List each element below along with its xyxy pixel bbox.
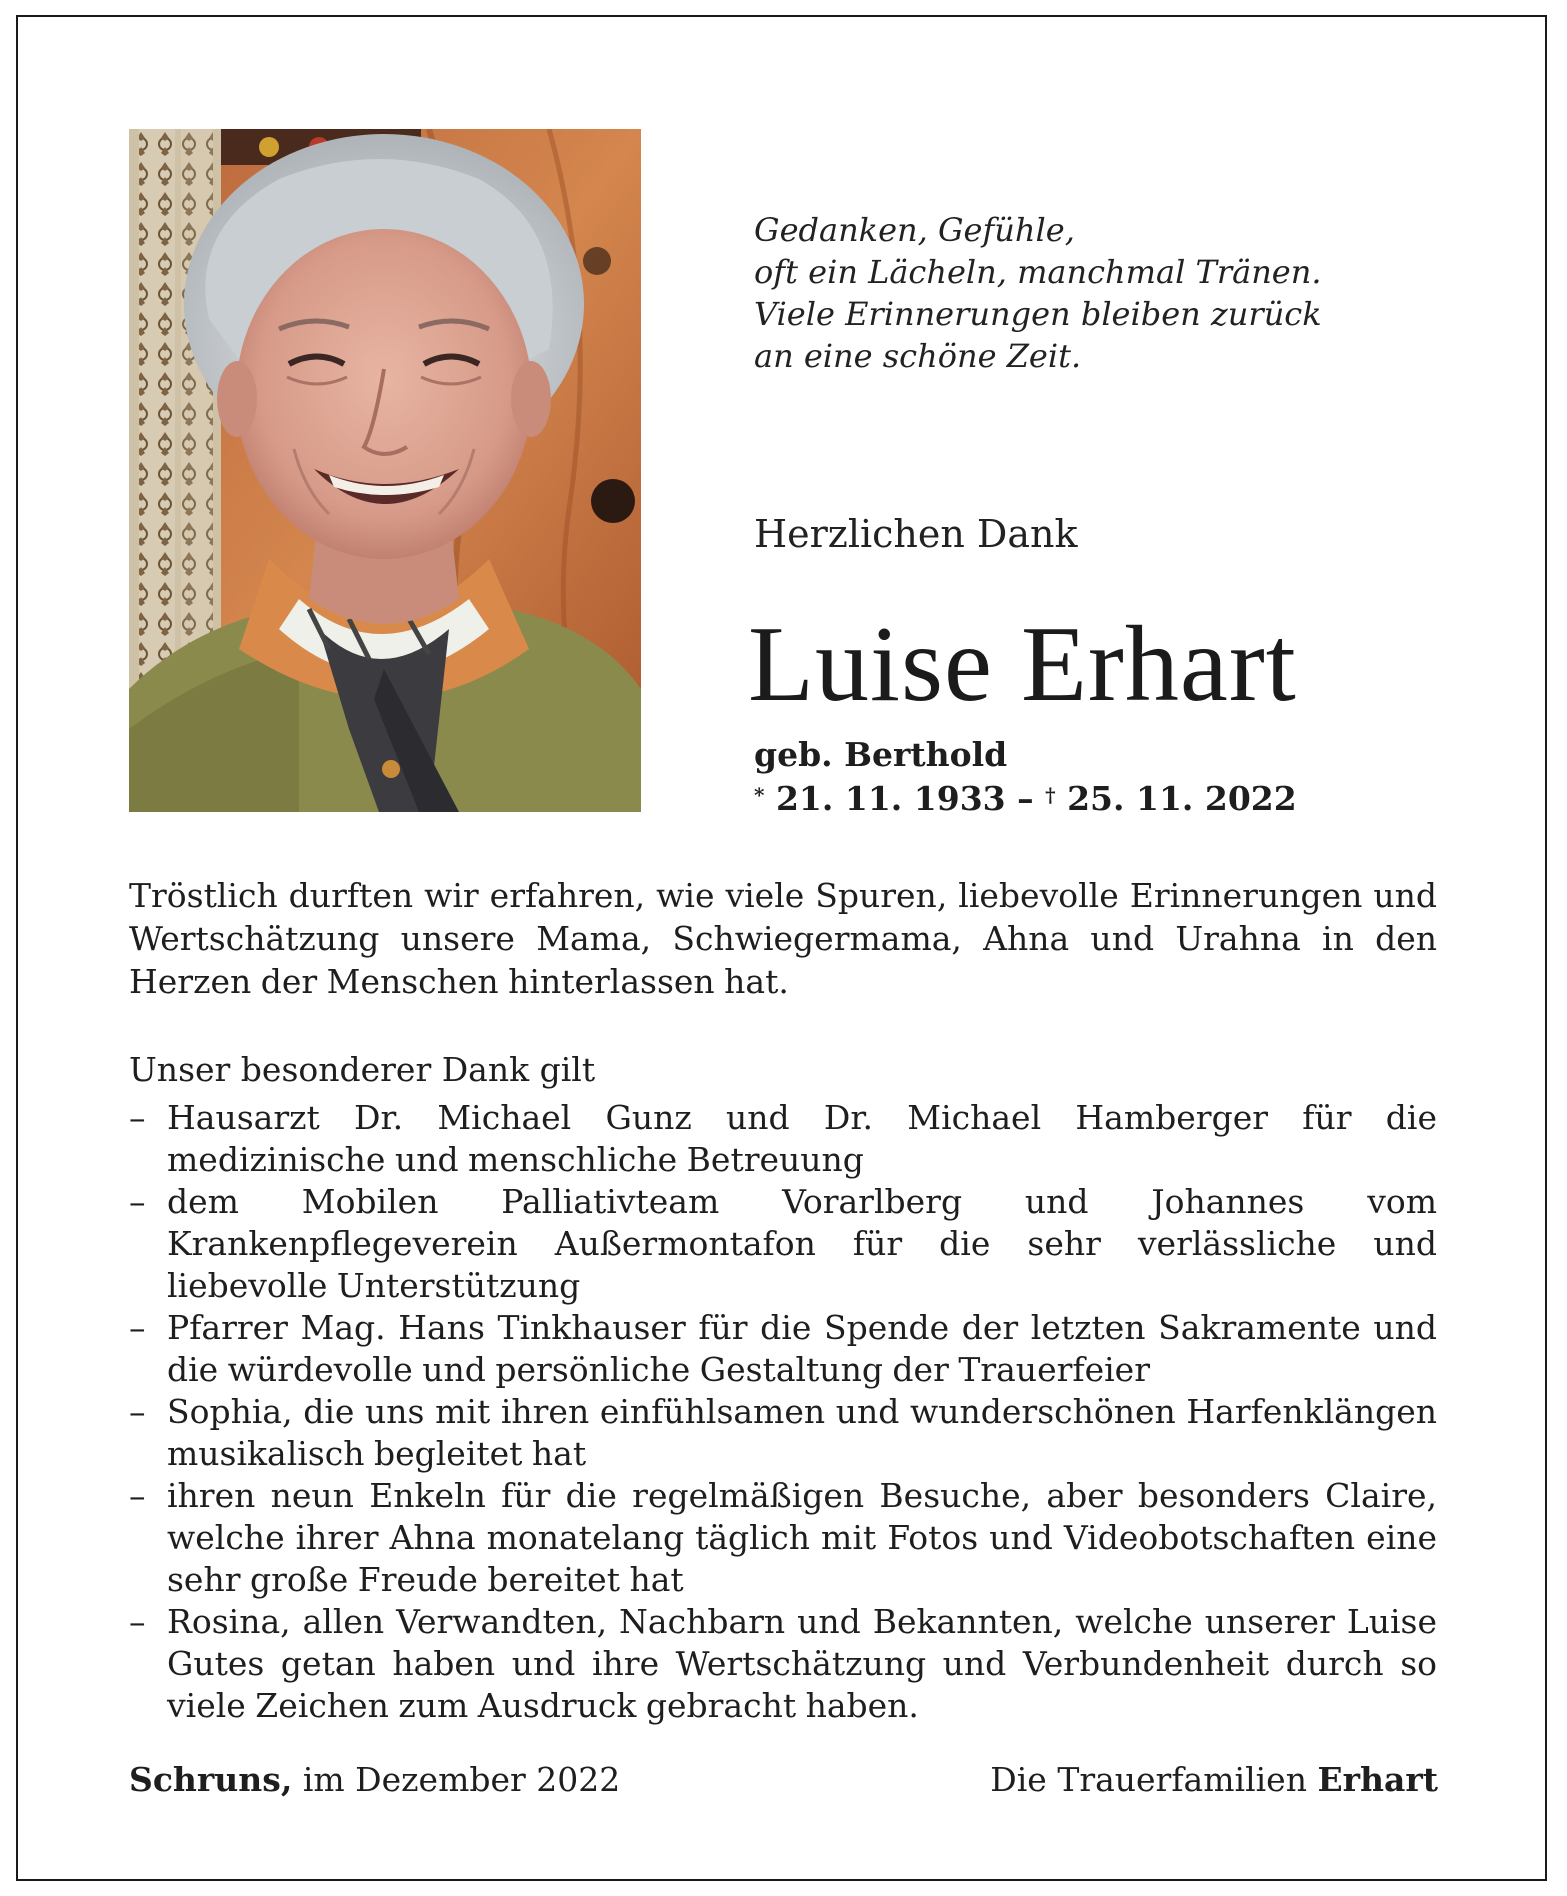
place: Schruns, <box>129 1760 293 1799</box>
quote-line: an eine schöne Zeit. <box>754 337 1082 375</box>
bullet-dash: – <box>129 1182 146 1221</box>
birth-date: 21. 11. 1933 <box>775 779 1006 818</box>
thanks-intro: Unser besonderer Dank gilt <box>129 1050 596 1089</box>
quote-line: oft ein Lächeln, manchmal Tränen. <box>754 253 1322 291</box>
death-date: 25. 11. 2022 <box>1067 779 1297 818</box>
date: im Dezember 2022 <box>292 1760 621 1799</box>
list-item <box>129 1097 1437 1181</box>
bullet-dash: – <box>129 1098 146 1137</box>
list-item-text: Hausarzt Dr. Michael Gunz und Dr. Michael Hamberger für die medizinische und menschliche Betreuung <box>167 1098 1437 1179</box>
family-prefix: Die Trauerfamilien <box>990 1760 1318 1799</box>
bullet-dash: – <box>129 1602 146 1641</box>
intro-paragraph: Tröstlich durften wir erfahren, wie viele Spuren, liebevolle Erinnerungen und Wertschätzung unsere Mama, Schwiegermama, Ahna und Urahna in den Herzen der Menschen hinterlassen hat. <box>129 876 1437 1001</box>
place-date <box>129 1758 620 1802</box>
list-item-text: Sophia, die uns mit ihren einfühlsamen und wunderschönen Harfenklängen musikalisch begleitet hat <box>167 1392 1437 1473</box>
death-symbol: † <box>1045 783 1056 807</box>
list-item-text: dem Mobilen Palliativteam Vorarlberg und Johannes vom Krankenpflegeverein Außermontafon für die sehr verlässliche und liebevolle Unterstützung <box>167 1182 1437 1305</box>
list-item-text: ihren neun Enkeln für die regelmäßigen Besuche, aber besonders Claire, welche ihrer Ahna monatelang täglich mit Fotos und Videobotschaften eine sehr große Freude bereitet hat <box>167 1476 1437 1599</box>
list-item <box>129 1475 1437 1601</box>
birth-symbol: * <box>754 783 765 807</box>
list-item <box>129 1181 1437 1307</box>
thanks-list <box>129 1097 1437 1727</box>
portrait-photo <box>129 129 641 812</box>
list-item-text: Pfarrer Mag. Hans Tinkhauser für die Spende der letzten Sakramente und die würdevolle und persönliche Gestaltung der Trauerfeier <box>167 1308 1437 1389</box>
family-name: Erhart <box>1317 1760 1438 1799</box>
thanks-heading: Herzlichen Dank <box>754 512 1078 556</box>
list-item-text: Rosina, allen Verwandten, Nachbarn und Bekannten, welche unserer Luise Gutes getan haben und ihre Wertschätzung und Verbundenheit durch so viele Zeichen zum Ausdruck gebracht haben. <box>167 1602 1437 1725</box>
life-dates <box>754 778 1297 824</box>
deceased-name: Luise Erhart <box>748 605 1297 724</box>
list-item <box>129 1391 1437 1475</box>
portrait-illustration <box>129 129 641 812</box>
bullet-dash: – <box>129 1308 146 1347</box>
quote-block <box>754 209 1374 377</box>
list-item <box>129 1601 1437 1727</box>
birth-name: geb. Berthold <box>754 735 1008 774</box>
quote-line: Viele Erinnerungen bleiben zurück <box>754 295 1322 333</box>
list-item <box>129 1307 1437 1391</box>
date-separator: – <box>1005 779 1046 818</box>
quote-line: Gedanken, Gefühle, <box>754 211 1075 249</box>
family-signature <box>990 1758 1438 1802</box>
bullet-dash: – <box>129 1476 146 1515</box>
bullet-dash: – <box>129 1392 146 1431</box>
